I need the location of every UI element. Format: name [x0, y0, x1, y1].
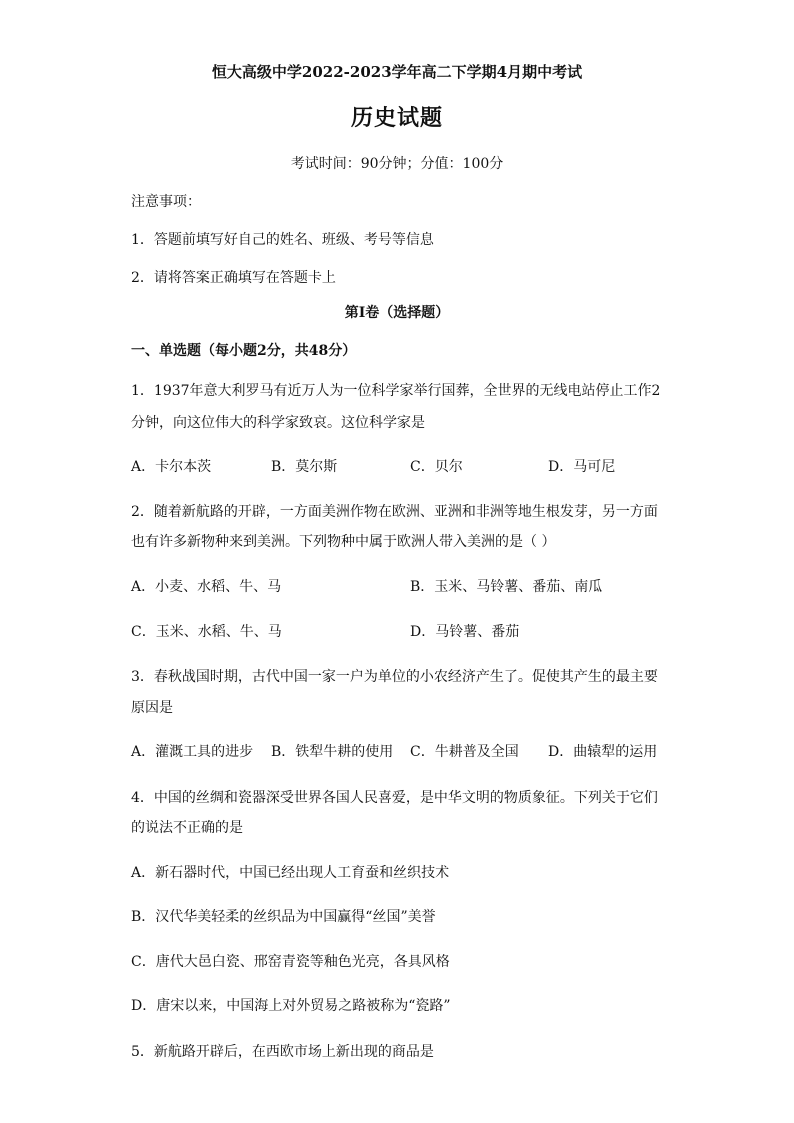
note-item: 1．答题前填写好自己的姓名、班级、考号等信息	[131, 232, 434, 248]
question-4-stem: 的说法不正确的是	[131, 820, 243, 836]
question-1-stem: 1．1937年意大利罗马有近万人为一位科学家举行国葬，全世界的无线电站停止工作2	[131, 383, 661, 399]
exam-info: 考试时间：90分钟；分值：100分	[290, 156, 504, 172]
question-3-option-c: C．牛耕普及全国	[410, 744, 519, 760]
question-1-option-d: D．马可尼	[548, 459, 616, 475]
question-3-option-d: D．曲辕犁的运用	[548, 744, 658, 760]
question-4-option-b: B．汉代华美轻柔的丝织品为中国赢得“丝国”美誉	[131, 909, 436, 925]
question-5-stem: 5．新航路开辟后，在西欧市场上新出现的商品是	[131, 1044, 434, 1060]
question-2-stem: 2．随着新航路的开辟，一方面美洲作物在欧洲、亚洲和非洲等地生根发芽，另一方面	[131, 504, 658, 520]
part-title: 第I卷（选择题）	[344, 305, 450, 321]
question-3-stem: 原因是	[131, 700, 173, 716]
question-1-option-b: B．莫尔斯	[271, 459, 338, 475]
question-1-option-a: A．卡尔本茨	[131, 459, 212, 475]
question-4-option-a: A．新石器时代，中国已经出现人工育蚕和丝织技术	[131, 865, 450, 881]
question-3-option-a: A．灌溉工具的进步	[131, 744, 254, 760]
question-3-option-b: B．铁犁牛耕的使用	[271, 744, 394, 760]
question-2-option-b: B．玉米、马铃薯、番茄、南瓜	[410, 579, 603, 595]
section-title: 一、单选题（每小题2分，共48分）	[131, 343, 357, 359]
question-1-option-c: C．贝尔	[410, 459, 463, 475]
note-item: 2．请将答案正确填写在答题卡上	[131, 270, 336, 286]
question-2-option-a: A．小麦、水稻、牛、马	[131, 579, 282, 595]
question-3-stem: 3．春秋战国时期，古代中国一家一户为单位的小农经济产生了。促使其产生的最主要	[131, 669, 658, 685]
notes-heading: 注意事项：	[131, 194, 201, 210]
question-4-option-c: C．唐代大邑白瓷、邢窑青瓷等釉色光亮，各具风格	[131, 954, 450, 970]
question-4-option-d: D．唐宋以来，中国海上对外贸易之路被称为“瓷路”	[131, 998, 451, 1014]
question-4-stem: 4．中国的丝绸和瓷器深受世界各国人民喜爱，是中华文明的物质象征。下列关于它们	[131, 790, 658, 806]
subject-title: 历史试题	[350, 105, 443, 131]
question-1-stem: 分钟，向这位伟大的科学家致哀。这位科学家是	[131, 415, 425, 431]
question-2-stem: 也有许多新物种来到美洲。下列物种中属于欧洲人带入美洲的是（ ）	[131, 534, 556, 550]
question-2-option-d: D．马铃薯、番茄	[410, 624, 520, 640]
exam-title: 恒大高级中学2022-2023学年高二下学期4月期中考试	[211, 63, 583, 81]
question-2-option-c: C．玉米、水稻、牛、马	[131, 624, 282, 640]
